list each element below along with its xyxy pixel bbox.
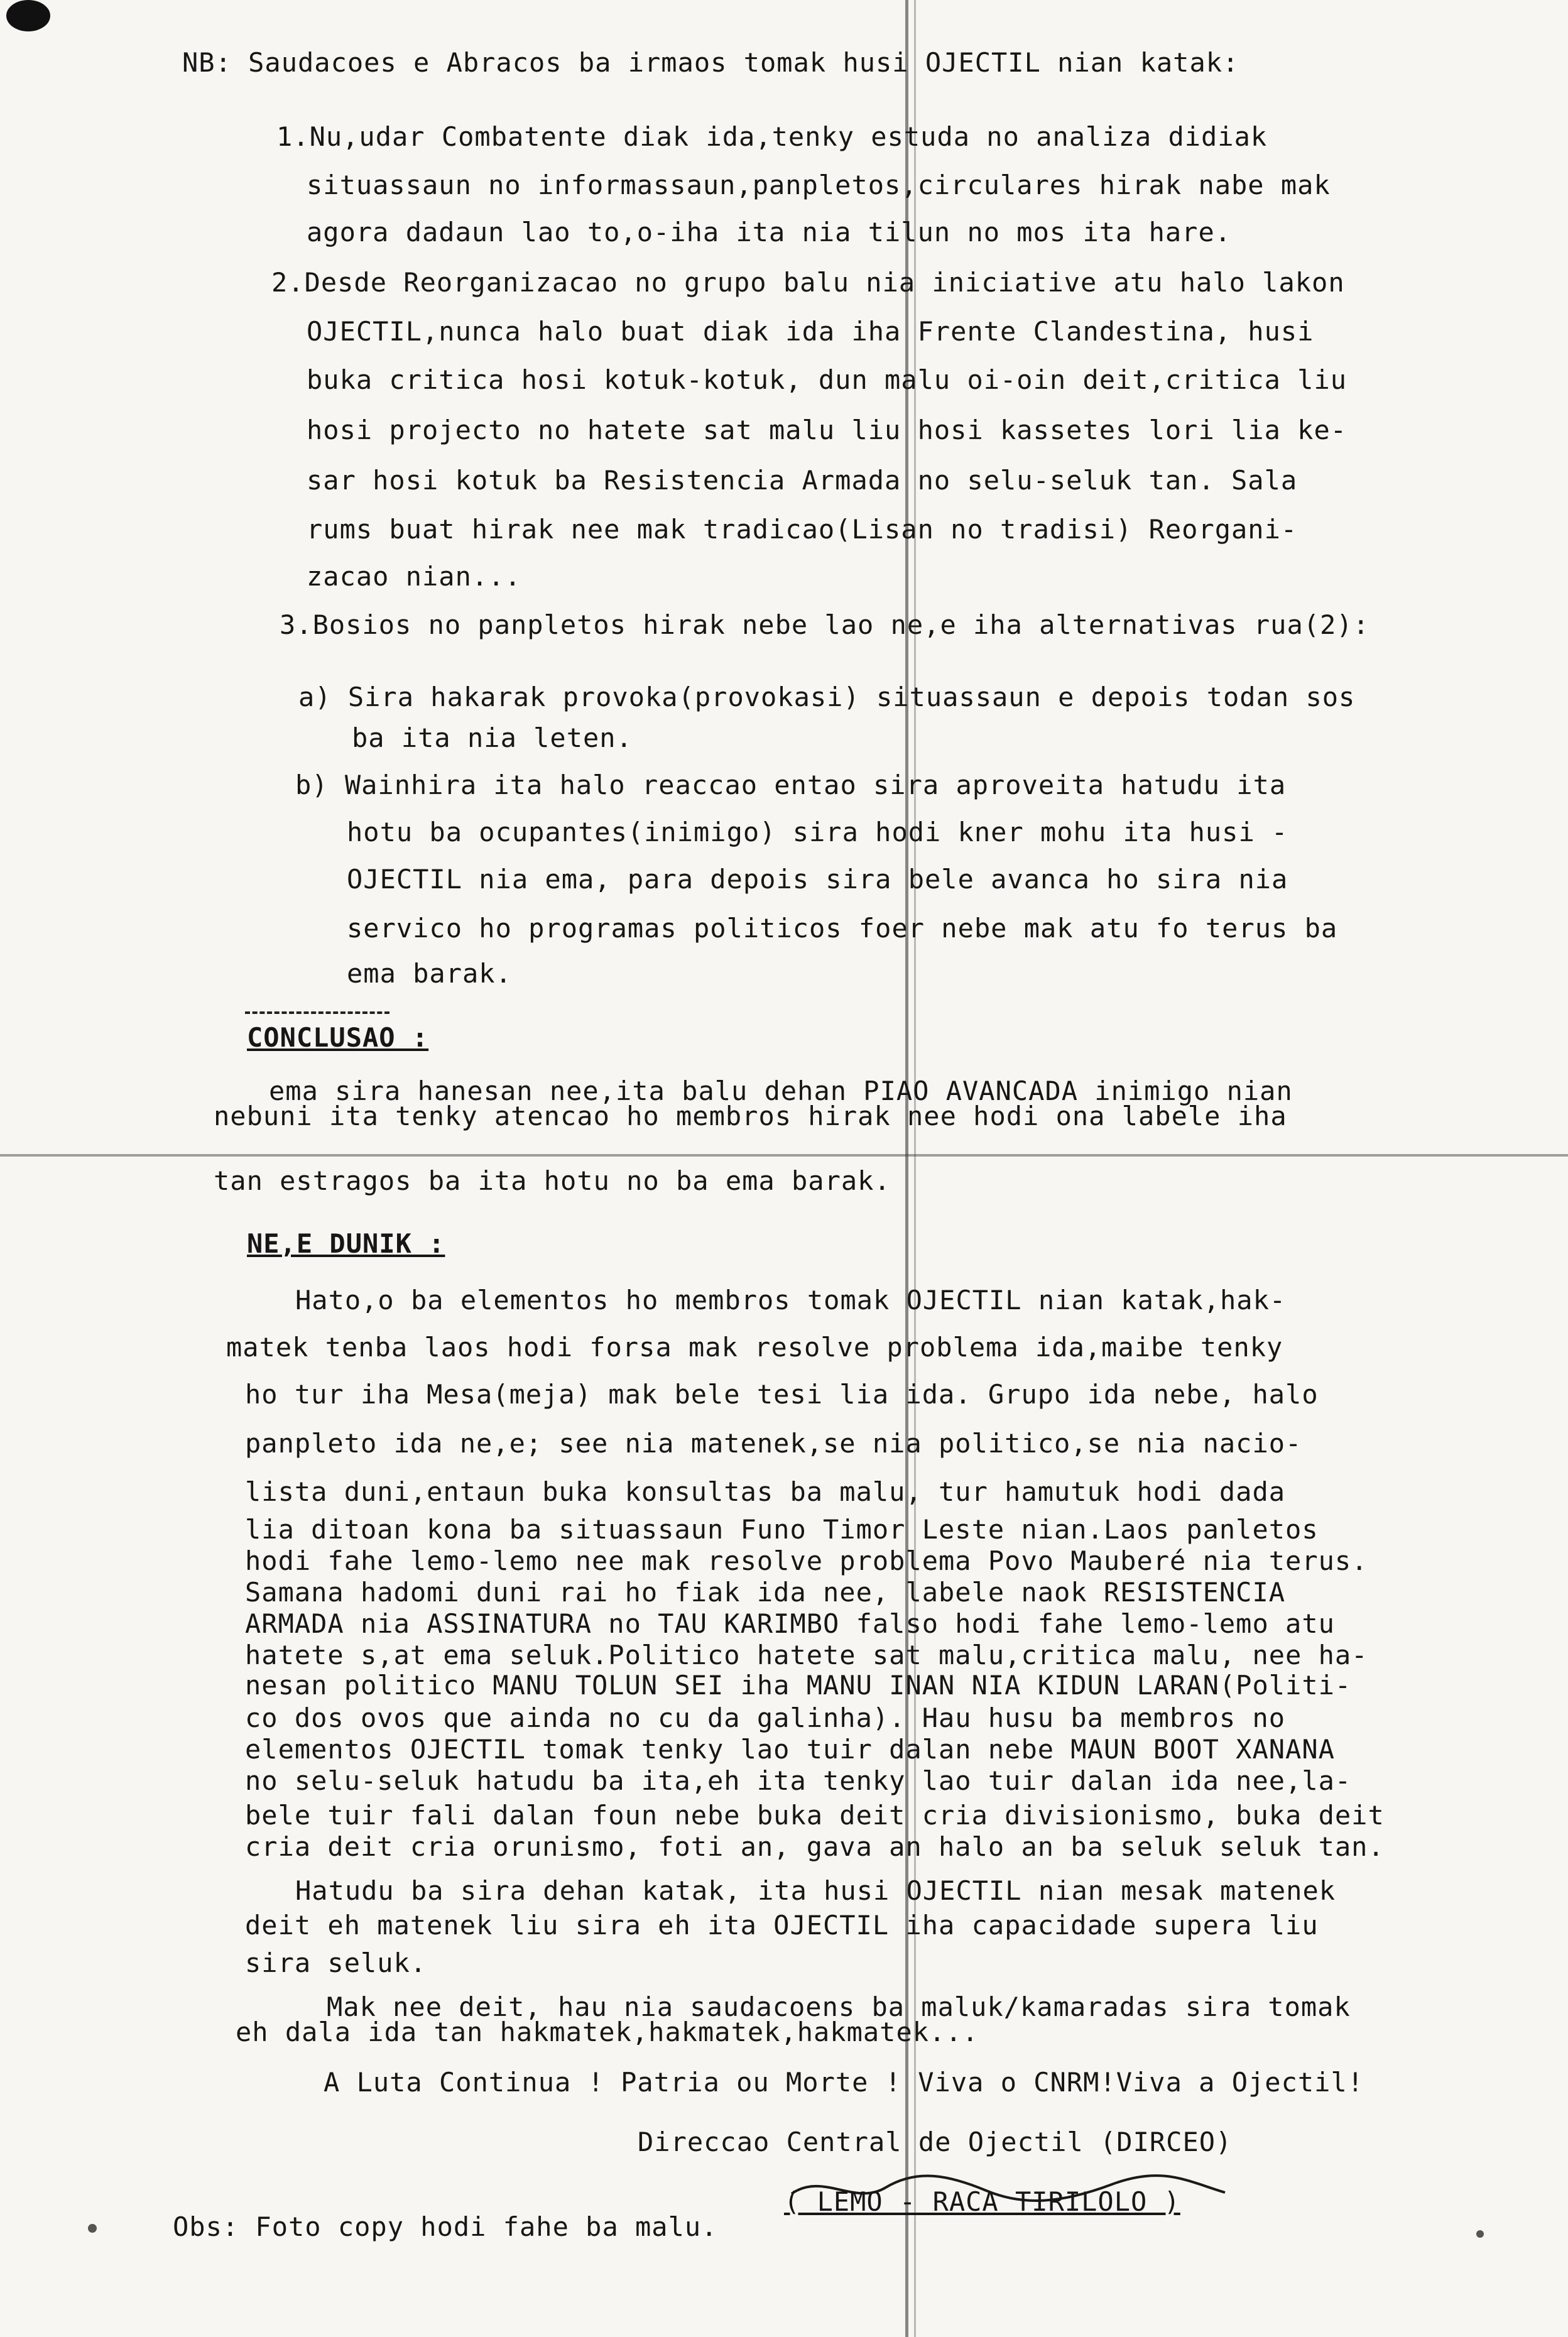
point-3a-line: a) Sira hakarak provoka(provokasi) situassaun e depois todan sos [298, 682, 1356, 712]
signature-name: ( LEMO - RACA TIRILOLO ) [784, 2186, 1180, 2217]
point-2-line: OJECTIL,nunca halo buat diak ida iha Frente Clandestina, husi [307, 316, 1314, 347]
point-3b-line: servico ho programas politicos foer nebe mak atu fo terus ba [347, 913, 1338, 944]
point-2-line: rums buat hirak nee mak tradicao(Lisan no tradisi) Reorgani- [307, 514, 1298, 545]
nee-dunik-line: hatete s,at ema seluk.Politico hatete sat malu,critica malu, nee ha- [245, 1640, 1368, 1670]
point-3b-line: ema barak. [347, 958, 512, 989]
nee-dunik-line: Hato,o ba elementos ho membros tomak OJECTIL nian katak,hak- [295, 1285, 1287, 1316]
vertical-fold-shadow [914, 0, 916, 2337]
nee-dunik-line: Mak nee deit, hau nia saudacoens ba maluk/kamaradas sira tomak [327, 1991, 1351, 2022]
nee-dunik-line: nesan politico MANU TOLUN SEI iha MANU INAN NIA KIDUN LARAN(Politi- [245, 1670, 1352, 1701]
point-3b-line: hotu ba ocupantes(inimigo) sira hodi kner mohu ita husi - [347, 817, 1288, 847]
point-3-line: 3.Bosios no panpletos hirak nebe lao ne,e iha alternativas rua(2): [280, 609, 1369, 640]
vertical-fold-crease [905, 0, 908, 2337]
nee-dunik-line: bele tuir fali dalan foun nebe buka deit cria divisionismo, buka deit [245, 1800, 1385, 1831]
nee-dunik-line: matek tenba laos hodi forsa mak resolve problema ida,maibe tenky [226, 1332, 1283, 1363]
nee-dunik-line: deit eh matenek liu sira eh ita OJECTIL iha capacidade supera liu [245, 1910, 1319, 1941]
nee-dunik-line: panpleto ida ne,e; see nia matenek,se nia politico,se nia nacio- [245, 1428, 1302, 1459]
conclusao-line: tan estragos ba ita hotu no ba ema barak. [214, 1165, 891, 1196]
horizontal-fold-crease [0, 1154, 1568, 1157]
nee-dunik-line: ho tur iha Mesa(meja) mak bele tesi lia ida. Grupo ida nebe, halo [245, 1379, 1319, 1410]
point-3b-line: OJECTIL nia ema, para depois sira bele avanca ho sira nia [347, 864, 1288, 895]
ink-blot [1476, 2230, 1484, 2238]
nee-dunik-line: Samana hadomi duni rai ho fiak ida nee, labele naok RESISTENCIA [245, 1577, 1286, 1608]
point-1-line: 1.Nu,udar Combatente diak ida,tenky estuda no analiza didiak [276, 121, 1268, 152]
ink-blot [6, 0, 50, 31]
nee-dunik-line: eh dala ida tan hakmatek,hakmatek,hakmatek... [236, 2017, 979, 2047]
point-2-line: sar hosi kotuk ba Resistencia Armada no selu-seluk tan. Sala [307, 465, 1298, 496]
nee-dunik-line: cria deit cria orunismo, foti an, gava an halo an ba seluk seluk tan. [245, 1831, 1385, 1862]
obs-note: Obs: Foto copy hodi fahe ba malu. [173, 2211, 718, 2242]
ink-blot [88, 2224, 97, 2233]
point-1-line: agora dadaun lao to,o-iha ita nia tilun no mos ita hare. [307, 217, 1232, 248]
nee-dunik-line: co dos ovos que ainda no cu da galinha). Hau husu ba membros no [245, 1702, 1286, 1733]
point-2-line: 2.Desde Reorganizacao no grupo balu nia iniciative atu halo lakon [271, 267, 1345, 298]
signatory: Direccao Central de Ojectil (DIRCEO) [638, 2127, 1233, 2157]
nee-dunik-line: lia ditoan kona ba situassaun Funo Timor Leste nian.Laos panletos [245, 1514, 1319, 1545]
nee-dunik-line: lista duni,entaun buka konsultas ba malu, tur hamutuk hodi dada [245, 1476, 1286, 1507]
nee-dunik-line: Hatudu ba sira dehan katak, ita husi OJECTIL nian mesak matenek [295, 1875, 1336, 1906]
nee-dunik-line: ARMADA nia ASSINATURA no TAU KARIMBO falso hodi fahe lemo-lemo atu [245, 1608, 1335, 1639]
nee-dunik-line: elementos OJECTIL tomak tenky lao tuir dalan nebe MAUN BOOT XANANA [245, 1734, 1335, 1765]
point-1-line: situassaun no informassaun,panpletos,circulares hirak nabe mak [307, 170, 1331, 200]
conclusao-heading: CONCLUSAO : [247, 1022, 429, 1053]
point-2-line: zacao nian... [307, 561, 521, 592]
nb-line: NB: Saudacoes e Abracos ba irmaos tomak husi OJECTIL nian katak: [182, 47, 1239, 78]
closing-slogan: A Luta Continua ! Patria ou Morte ! Viva o CNRM!Viva a Ojectil! [324, 2067, 1364, 2098]
point-2-line: buka critica hosi kotuk-kotuk, dun malu oi-oin deit,critica liu [307, 364, 1348, 395]
nee-dunik-line: hodi fahe lemo-lemo nee mak resolve problema Povo Mauberé nia terus. [245, 1545, 1368, 1576]
nee-dunik-line: no selu-seluk hatudu ba ita,eh ita tenky lao tuir dalan ida nee,la- [245, 1765, 1352, 1796]
conclusao-line: nebuni ita tenky atencao ho membros hirak nee hodi ona labele iha [214, 1101, 1287, 1131]
point-2-line: hosi projecto no hatete sat malu liu hosi kassetes lori lia ke- [307, 415, 1348, 445]
conclusao-line: ema sira hanesan nee,ita balu dehan PIAO AVANCADA inimigo nian [269, 1076, 1293, 1106]
point-3a-line: ba ita nia leten. [352, 722, 633, 753]
point-3b-line: b) Wainhira ita halo reaccao entao sira aproveita hatudu ita [295, 770, 1287, 800]
nee-dunik-heading: NE,E DUNIK : [247, 1228, 445, 1259]
nee-dunik-line: sira seluk. [245, 1947, 427, 1978]
divider-dashes [245, 1011, 389, 1014]
